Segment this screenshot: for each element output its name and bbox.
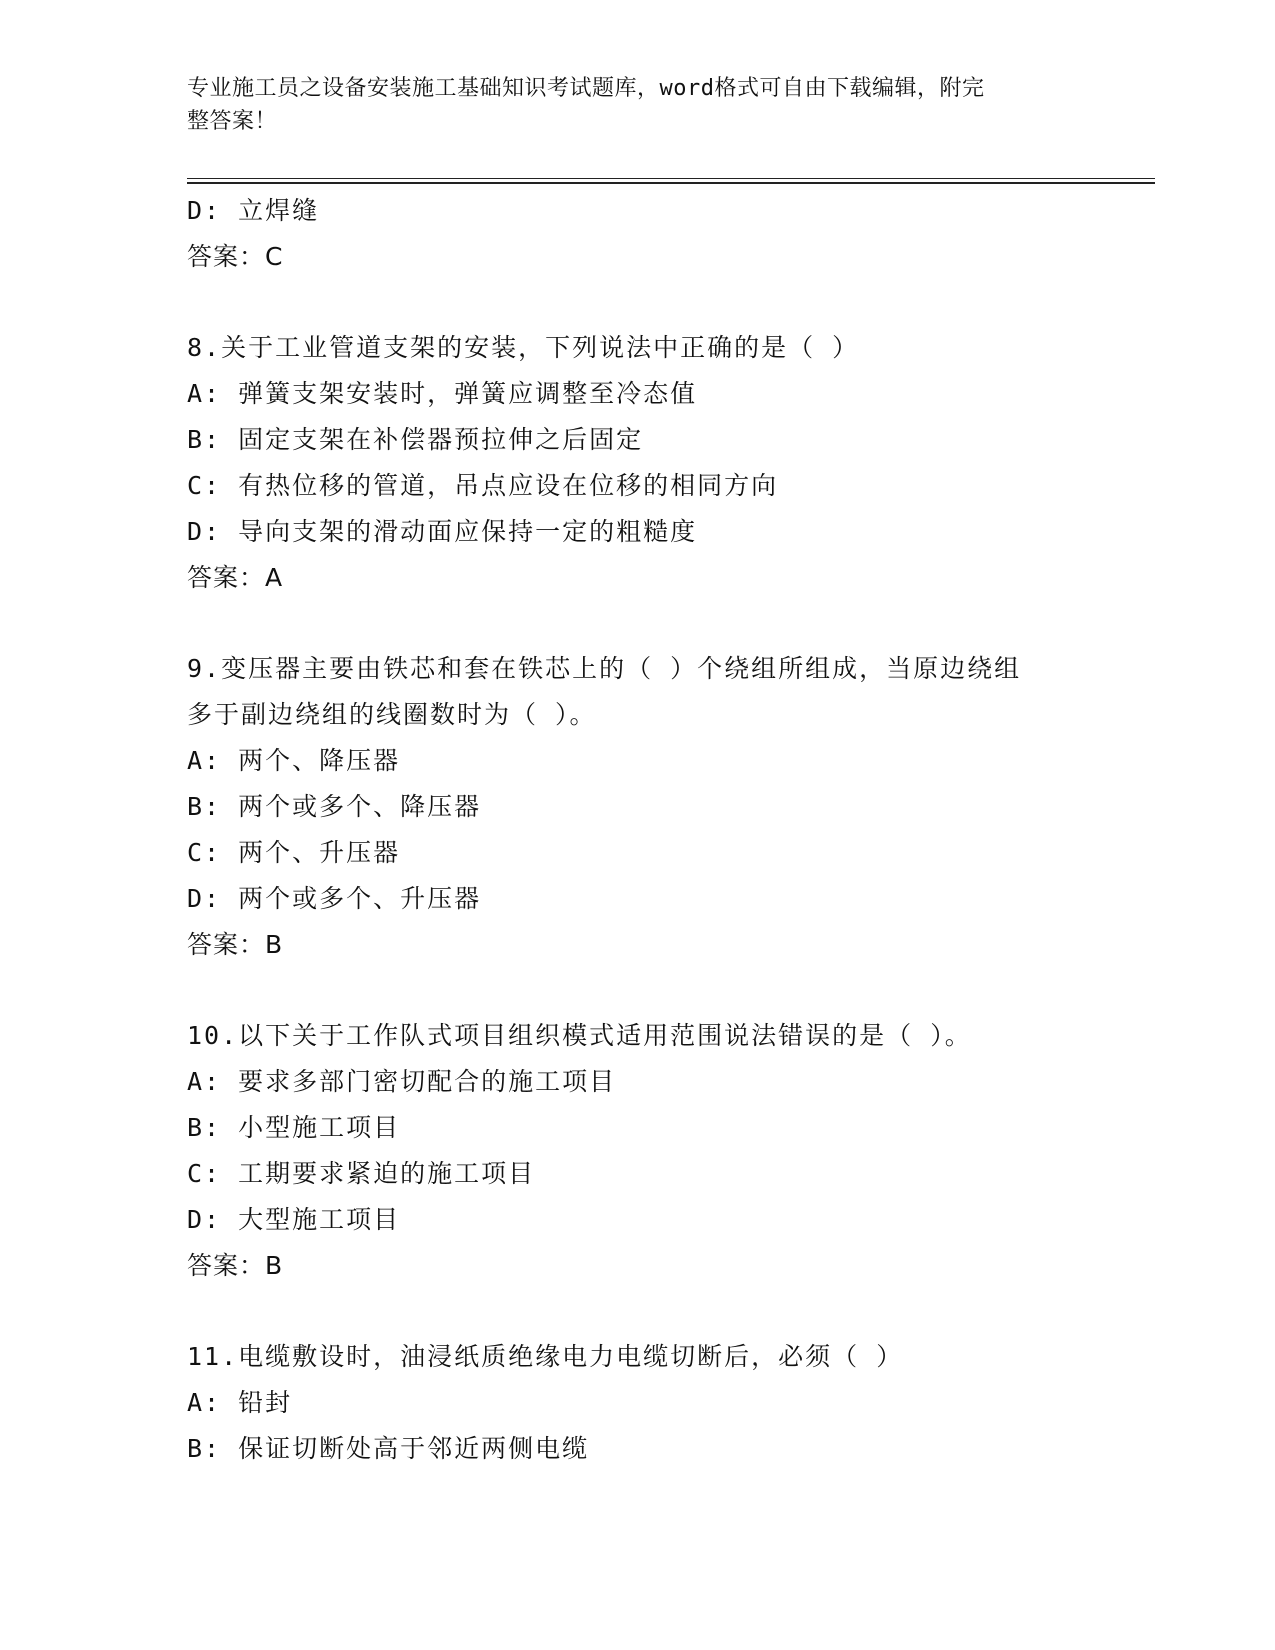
question-11 (187, 1334, 1147, 1472)
question-stem-line-1: 9.变压器主要由铁芯和套在铁芯上的（ ）个绕组所组成，当原边绕组 (187, 654, 1022, 683)
header-divider-thick (187, 182, 1155, 184)
option-c: C: 工期要求紧迫的施工项目 (187, 1159, 536, 1188)
document-body (187, 188, 1147, 1472)
option-d: D: 导向支架的滑动面应保持一定的粗糙度 (187, 517, 698, 546)
spacer (187, 601, 1147, 646)
header-divider-thin (187, 178, 1155, 179)
header-title-line-1: 专业施工员之设备安装施工基础知识考试题库，word格式可自由下载编辑，附完 (187, 76, 985, 101)
option-a: A: 两个、降压器 (187, 746, 401, 775)
option-d: D: 大型施工项目 (187, 1205, 401, 1234)
question-stem-line-2: 多于副边绕组的线圈数时为（ ）。 (187, 700, 597, 729)
header-title-line-2: 整答案！ (187, 109, 278, 134)
spacer (187, 968, 1147, 1013)
spacer (187, 1289, 1147, 1334)
spacer (187, 280, 1147, 325)
option-c: C: 有热位移的管道，吊点应设在位移的相同方向 (187, 471, 779, 500)
option-b: B: 两个或多个、降压器 (187, 792, 482, 821)
option-c: C: 两个、升压器 (187, 838, 401, 867)
option-d: D: 两个或多个、升压器 (187, 884, 482, 913)
answer: 答案：A (187, 563, 284, 592)
question-stem: 10.以下关于工作队式项目组织模式适用范围说法错误的是（ ）。 (187, 1021, 972, 1050)
question-9 (187, 646, 1147, 968)
document-header (187, 72, 1067, 138)
question-stem: 8.关于工业管道支架的安装，下列说法中正确的是（ ） (187, 333, 860, 362)
option-a: A: 要求多部门密切配合的施工项目 (187, 1067, 617, 1096)
question-stem: 11.电缆敷设时，油浸纸质绝缘电力电缆切断后，必须（ ） (187, 1342, 904, 1371)
option-a: A: 弹簧支架安装时，弹簧应调整至冷态值 (187, 379, 698, 408)
prev-question-option-d: D: 立焊缝 (187, 196, 320, 225)
option-b: B: 保证切断处高于邻近两侧电缆 (187, 1434, 590, 1463)
answer: 答案：B (187, 930, 284, 959)
prev-question-answer: 答案：C (187, 242, 284, 271)
option-a: A: 铅封 (187, 1388, 293, 1417)
question-10 (187, 1013, 1147, 1289)
option-b: B: 固定支架在补偿器预拉伸之后固定 (187, 425, 644, 454)
question-8 (187, 325, 1147, 601)
option-b: B: 小型施工项目 (187, 1113, 401, 1142)
answer: 答案：B (187, 1251, 284, 1280)
